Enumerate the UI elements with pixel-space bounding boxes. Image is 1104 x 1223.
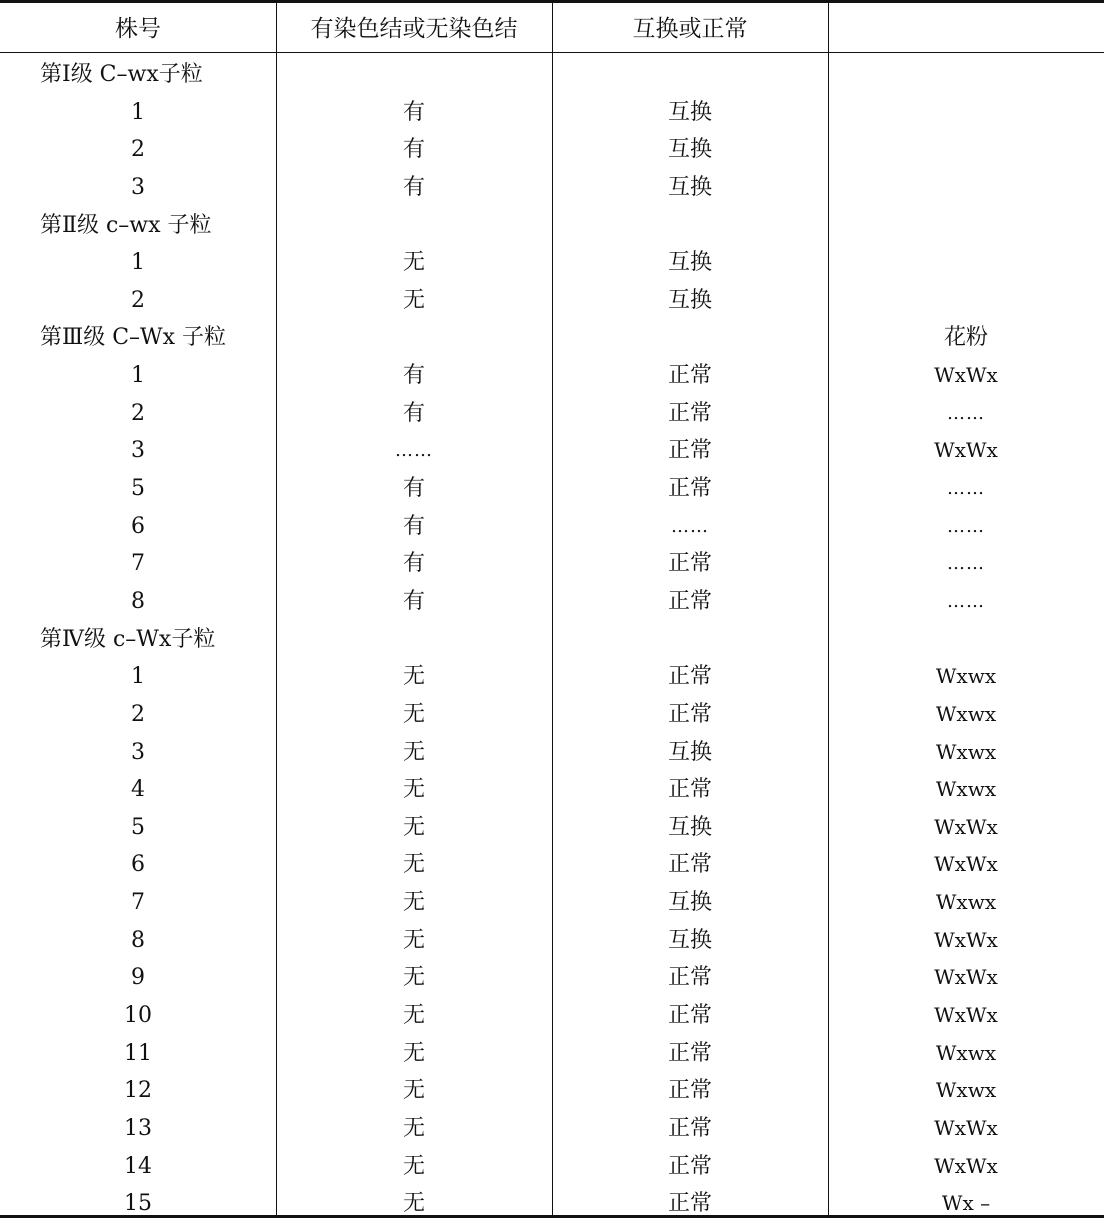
cell-plant-number: 5 <box>131 814 145 840</box>
cell-crossover: …… <box>671 515 709 537</box>
cell-plant-number: 3 <box>131 739 145 765</box>
cell-pollen <box>828 621 1104 659</box>
cell-crossover: 正常 <box>667 701 712 727</box>
cell-knob: 有 <box>402 513 425 539</box>
table-row <box>0 922 1104 960</box>
cell-knob: 有 <box>402 99 425 125</box>
cell-pollen: WxWx <box>934 1115 998 1140</box>
table-row <box>0 734 1104 772</box>
table-row <box>0 470 1104 508</box>
cell-plant-number: 8 <box>131 927 145 953</box>
cell-plant-number: 1 <box>131 363 145 389</box>
cell-crossover: 正常 <box>667 588 712 614</box>
cell-pollen <box>828 282 1104 320</box>
cell-pollen: 花粉 <box>943 325 988 351</box>
cell-plant-number: 1 <box>131 99 145 125</box>
table-row <box>0 997 1104 1035</box>
header-knob-presence: 有染色结或无染色结 <box>310 16 518 42</box>
table-row <box>0 1110 1104 1148</box>
cell-crossover: 互换 <box>667 137 712 163</box>
cell-plant-number: 3 <box>131 438 145 464</box>
cell-pollen: WxWx <box>934 814 998 839</box>
cell-knob: 无 <box>402 287 425 313</box>
cell-crossover: 互换 <box>667 250 712 276</box>
cell-plant-number: 7 <box>131 890 145 916</box>
cell-pollen <box>828 244 1104 282</box>
cell-plant-number: 11 <box>124 1040 152 1066</box>
cell-knob: 有 <box>402 137 425 163</box>
cell-crossover: 正常 <box>667 965 712 991</box>
header-crossover-status: 互换或正常 <box>632 16 748 42</box>
cell-crossover: 互换 <box>667 890 712 916</box>
cell-crossover <box>552 319 828 357</box>
cell-knob: 有 <box>402 174 425 200</box>
cell-knob <box>276 207 552 245</box>
cell-crossover: 正常 <box>667 1078 712 1104</box>
cell-pollen: …… <box>947 478 985 500</box>
cell-plant-number: 6 <box>131 513 145 539</box>
cell-plant-number: 5 <box>131 476 145 502</box>
cell-pollen: Wxwx <box>935 1078 997 1103</box>
table-row <box>0 959 1104 997</box>
group-header-row <box>0 207 1104 245</box>
cell-plant-number: 第Ⅱ级 c–wx 子粒 <box>40 212 212 238</box>
table-row <box>0 131 1104 169</box>
cell-crossover <box>552 621 828 659</box>
table-row <box>0 1148 1104 1186</box>
cell-crossover: 正常 <box>667 1153 712 1179</box>
cell-pollen: Wxwx <box>935 1040 997 1065</box>
table-row <box>0 1072 1104 1110</box>
cell-pollen: Wxwx <box>935 701 997 726</box>
cell-crossover: 正常 <box>667 476 712 502</box>
cell-crossover: 正常 <box>667 777 712 803</box>
cell-knob: 有 <box>402 476 425 502</box>
cell-knob: …… <box>395 440 433 462</box>
table-body <box>0 56 1104 1223</box>
table-row <box>0 169 1104 207</box>
cell-plant-number: 4 <box>131 777 145 803</box>
cell-pollen: WxWx <box>934 927 998 952</box>
cell-plant-number: 2 <box>131 287 145 313</box>
group-header-row <box>0 621 1104 659</box>
cell-plant-number: 9 <box>131 965 145 991</box>
cell-crossover: 正常 <box>667 1040 712 1066</box>
table-row <box>0 244 1104 282</box>
table-row <box>0 846 1104 884</box>
cell-knob: 有 <box>402 551 425 577</box>
cell-plant-number: 2 <box>131 701 145 727</box>
cell-pollen: Wx – <box>941 1191 991 1216</box>
cell-plant-number: 6 <box>131 852 145 878</box>
cell-plant-number: 第Ⅰ级 C–wx子粒 <box>40 62 203 87</box>
header-plant-number: 株号 <box>115 16 161 42</box>
cell-pollen: WxWx <box>934 965 998 990</box>
cell-pollen: WxWx <box>934 1153 998 1178</box>
cell-pollen: …… <box>947 515 985 537</box>
cell-crossover: 互换 <box>667 927 712 953</box>
cell-knob: 有 <box>402 363 425 389</box>
cell-knob: 无 <box>402 1078 425 1104</box>
cell-knob: 无 <box>402 965 425 991</box>
cell-pollen <box>828 131 1104 169</box>
cell-pollen: Wxwx <box>935 739 997 764</box>
cell-pollen <box>828 207 1104 245</box>
cell-knob: 无 <box>402 1153 425 1179</box>
cell-knob: 无 <box>402 1115 425 1141</box>
cell-pollen: WxWx <box>934 852 998 877</box>
cell-knob: 无 <box>402 814 425 840</box>
table-row <box>0 94 1104 132</box>
cell-crossover: 互换 <box>667 174 712 200</box>
table-header <box>0 3 1104 52</box>
cell-knob: 有 <box>402 588 425 614</box>
cell-crossover: 互换 <box>667 814 712 840</box>
cell-pollen: …… <box>947 590 985 612</box>
cell-plant-number: 12 <box>124 1078 152 1104</box>
cell-crossover: 正常 <box>667 1003 712 1029</box>
cell-plant-number: 15 <box>124 1191 152 1217</box>
cell-pollen: WxWx <box>934 438 998 463</box>
table-row <box>0 771 1104 809</box>
cell-knob: 无 <box>402 927 425 953</box>
cell-knob: 无 <box>402 852 425 878</box>
cell-plant-number: 13 <box>124 1115 152 1141</box>
cell-plant-number: 第Ⅳ级 c–Wx子粒 <box>40 626 216 652</box>
cell-plant-number: 2 <box>131 137 145 163</box>
cell-knob: 无 <box>402 701 425 727</box>
cell-plant-number: 10 <box>124 1003 152 1029</box>
table-row <box>0 282 1104 320</box>
cell-crossover: 正常 <box>667 852 712 878</box>
table-row <box>0 1185 1104 1223</box>
cell-knob <box>276 621 552 659</box>
cell-plant-number: 7 <box>131 551 145 577</box>
cell-crossover <box>552 207 828 245</box>
cell-knob: 无 <box>402 250 425 276</box>
cell-pollen: Wxwx <box>935 890 997 915</box>
cell-knob: 无 <box>402 1003 425 1029</box>
cell-crossover: 正常 <box>667 1191 712 1217</box>
cell-plant-number: 14 <box>124 1153 152 1179</box>
cell-knob <box>276 319 552 357</box>
cell-pollen: …… <box>947 402 985 424</box>
cell-knob <box>276 56 552 94</box>
cell-pollen: WxWx <box>934 1003 998 1028</box>
cell-plant-number: 2 <box>131 400 145 426</box>
cell-knob: 有 <box>402 400 425 426</box>
cell-crossover: 正常 <box>667 438 712 464</box>
cell-knob: 无 <box>402 664 425 690</box>
cell-crossover: 互换 <box>667 99 712 125</box>
table-row <box>0 357 1104 395</box>
table-row <box>0 545 1104 583</box>
table-row <box>0 884 1104 922</box>
cell-pollen: Wxwx <box>935 664 997 689</box>
cell-plant-number: 1 <box>131 664 145 690</box>
cell-crossover: 互换 <box>667 287 712 313</box>
group-header-row <box>0 319 1104 357</box>
cell-knob: 无 <box>402 890 425 916</box>
cell-pollen <box>828 56 1104 94</box>
cell-knob: 无 <box>402 1040 425 1066</box>
table-row <box>0 658 1104 696</box>
cell-pollen: Wxwx <box>935 777 997 802</box>
cell-crossover: 正常 <box>667 363 712 389</box>
table-row <box>0 1035 1104 1073</box>
cell-pollen <box>828 169 1104 207</box>
table-row <box>0 809 1104 847</box>
cell-knob: 无 <box>402 739 425 765</box>
cell-crossover: 正常 <box>667 664 712 690</box>
cell-knob: 无 <box>402 1191 425 1217</box>
cell-plant-number: 1 <box>131 250 145 276</box>
table-row <box>0 395 1104 433</box>
group-header-row <box>0 56 1104 94</box>
table-row <box>0 508 1104 546</box>
table-row <box>0 696 1104 734</box>
cell-pollen: WxWx <box>934 363 998 388</box>
header-pollen <box>828 3 1104 52</box>
cell-crossover <box>552 56 828 94</box>
cell-pollen <box>828 94 1104 132</box>
cell-pollen: …… <box>947 553 985 575</box>
cell-crossover: 正常 <box>667 1115 712 1141</box>
cell-crossover: 互换 <box>667 739 712 765</box>
cell-plant-number: 3 <box>131 174 145 200</box>
cell-plant-number: 8 <box>131 588 145 614</box>
table-row <box>0 432 1104 470</box>
cell-knob: 无 <box>402 777 425 803</box>
table-row <box>0 583 1104 621</box>
cell-crossover: 正常 <box>667 551 712 577</box>
cell-plant-number: 第Ⅲ级 C–Wx 子粒 <box>40 325 227 351</box>
cell-crossover: 正常 <box>667 400 712 426</box>
